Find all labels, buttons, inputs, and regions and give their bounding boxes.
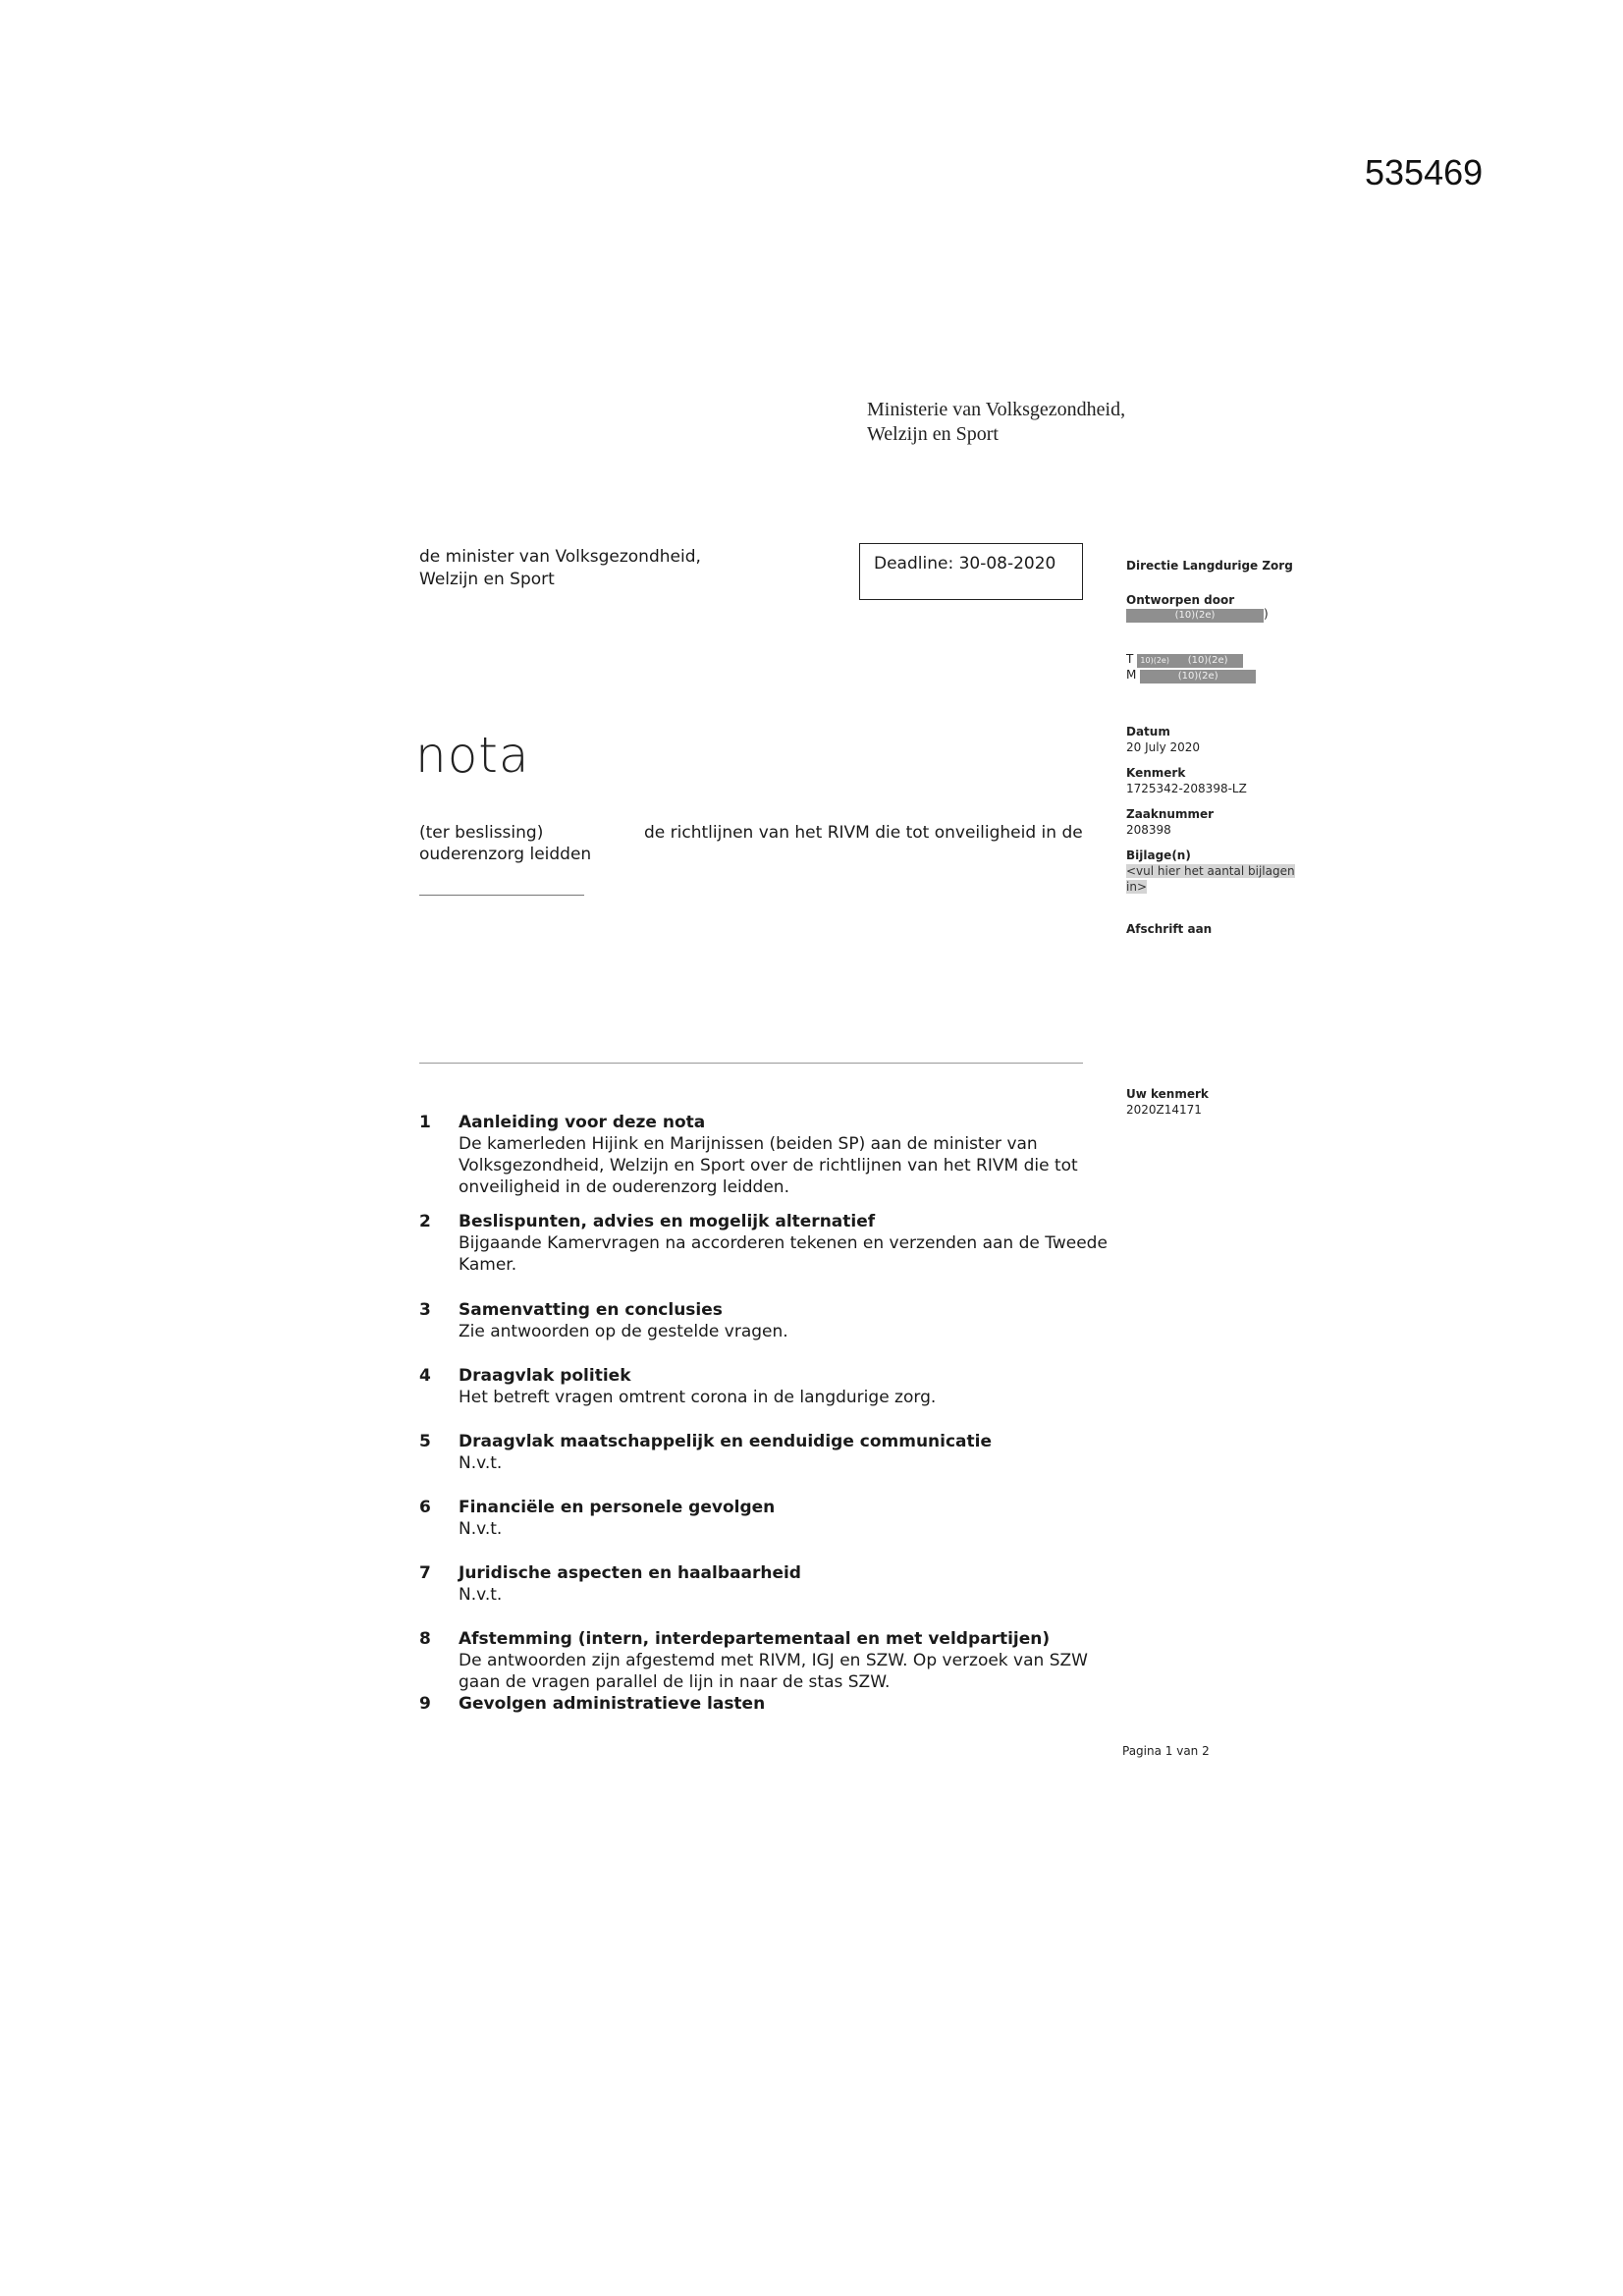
item-line: Het betreft vragen omtrent corona in de langdurige zorg. <box>459 1388 937 1407</box>
sidebar-bijlage: Bijlage(n) <vul hier het aantal bijlagen in> <box>1126 848 1295 894</box>
deadline-box: Deadline: 30-08-2020 <box>859 543 1083 600</box>
item-number: 3 <box>419 1300 431 1320</box>
mobile-label: M <box>1126 668 1137 682</box>
item-line: onveiligheid in de ouderenzorg leidden. <box>459 1177 789 1197</box>
item-number: 8 <box>419 1629 431 1649</box>
item-heading: Aanleiding voor deze nota <box>459 1113 706 1132</box>
ministry-line-1: Ministerie van Volksgezondheid, <box>867 399 1126 420</box>
item-number: 4 <box>419 1366 431 1386</box>
item-heading: Draagvlak politiek <box>459 1366 631 1386</box>
sidebar-ontworpen-redaction: (10)(2e) ) <box>1126 606 1269 623</box>
short-divider <box>419 895 584 896</box>
item-line: gaan de vragen parallel de lijn in naar de stas SZW. <box>459 1672 891 1692</box>
item-heading: Gevolgen administratieve lasten <box>459 1694 766 1714</box>
item-heading: Beslispunten, advies en mogelijk alternatief <box>459 1212 876 1231</box>
sidebar-datum: Datum 20 July 2020 <box>1126 725 1201 754</box>
sidebar-directie: Directie Langdurige Zorg <box>1126 559 1293 573</box>
item-number: 2 <box>419 1212 431 1231</box>
section-divider <box>419 1063 1083 1064</box>
page-number: Pagina 1 van 2 <box>1122 1744 1210 1758</box>
subject-text-continued: ouderenzorg leidden <box>419 845 592 864</box>
kenmerk-value: 1725342-208398-LZ <box>1126 782 1247 795</box>
ministry-logo-text <box>867 398 1125 447</box>
document-number: 535469 <box>1365 152 1484 192</box>
sidebar-ontworpen-label: Ontworpen door <box>1126 593 1235 607</box>
document-title: nota <box>415 727 530 784</box>
item-line: N.v.t. <box>459 1585 503 1605</box>
item-heading: Samenvatting en conclusies <box>459 1300 723 1320</box>
redaction-block: (10)(2e) <box>1172 654 1243 668</box>
recipient <box>419 546 701 591</box>
item-line: Zie antwoorden op de gestelde vragen. <box>459 1322 788 1341</box>
item-heading: Juridische aspecten en haalbaarheid <box>459 1563 801 1583</box>
sidebar-afschrift: Afschrift aan <box>1126 922 1213 936</box>
sidebar-kenmerk: Kenmerk 1725342-208398-LZ <box>1126 766 1247 795</box>
uw-kenmerk-value: 2020Z14171 <box>1126 1103 1202 1117</box>
subject-text: de richtlijnen van het RIVM die tot onveiligheid in de <box>644 823 1083 843</box>
bijlage-placeholder-cont: in> <box>1126 880 1147 894</box>
item-number: 5 <box>419 1432 431 1451</box>
sidebar-zaaknummer: Zaaknummer 208398 <box>1126 807 1215 837</box>
redaction-block: 10)(2e) <box>1137 654 1172 668</box>
item-line: De kamerleden Hijink en Marijnissen (beiden SP) aan de minister van <box>459 1134 1038 1154</box>
item-line: De antwoorden zijn afgestemd met RIVM, IGJ en SZW. Op verzoek van SZW <box>459 1651 1088 1670</box>
item-line: Volksgezondheid, Welzijn en Sport over de richtlijnen van het RIVM die tot <box>459 1156 1078 1175</box>
bijlage-placeholder: <vul hier het aantal bijlagen <box>1126 864 1295 878</box>
item-number: 1 <box>419 1113 431 1132</box>
recipient-line-1: de minister van Volksgezondheid, <box>419 547 701 567</box>
item-line: Kamer. <box>459 1255 517 1275</box>
item-number: 6 <box>419 1498 431 1517</box>
sidebar-phone <box>1126 651 1264 668</box>
item-heading: Afstemming (intern, interdepartementaal en met veldpartijen) <box>459 1629 1051 1649</box>
item-line: N.v.t. <box>459 1453 503 1473</box>
recipient-line-2: Welzijn en Sport <box>419 570 555 589</box>
item-number: 7 <box>419 1563 431 1583</box>
sidebar-uw-kenmerk: Uw kenmerk 2020Z14171 <box>1126 1087 1209 1117</box>
zaaknummer-value: 208398 <box>1126 823 1171 837</box>
item-line: N.v.t. <box>459 1519 503 1539</box>
subject-label: (ter beslissing) <box>419 823 544 843</box>
item-line: Bijgaande Kamervragen na accorderen tekenen en verzenden aan de Tweede <box>459 1233 1108 1253</box>
sidebar-mobile <box>1126 667 1264 683</box>
redaction-block: (10)(2e) <box>1140 670 1256 683</box>
item-heading: Draagvlak maatschappelijk en eenduidige communicatie <box>459 1432 993 1451</box>
item-heading: Financiële en personele gevolgen <box>459 1498 776 1517</box>
datum-value: 20 July 2020 <box>1126 740 1201 754</box>
phone-label: T <box>1126 652 1134 666</box>
ministry-line-2: Welzijn en Sport <box>867 423 999 445</box>
item-number: 9 <box>419 1694 431 1714</box>
redaction-block: (10)(2e) <box>1126 609 1264 623</box>
